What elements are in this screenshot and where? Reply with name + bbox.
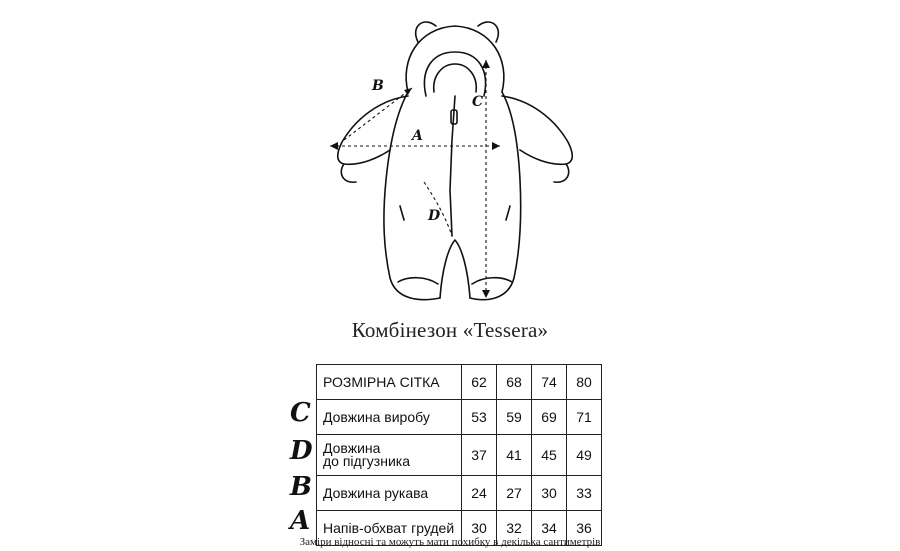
product-title: Комбінезон «Tessera»	[351, 318, 549, 342]
row-letter-d: D	[290, 436, 313, 466]
table-cell: 36	[567, 511, 602, 546]
table-cell: 59	[497, 400, 532, 435]
table-cell: 37	[462, 435, 497, 476]
diagram-label-b: B	[372, 78, 384, 94]
row-letter-c: C	[290, 398, 311, 428]
diagram-label-c: C	[472, 94, 484, 110]
right-foot	[472, 278, 512, 284]
table-cell: 69	[532, 400, 567, 435]
table-header-label: РОЗМІРНА СІТКА	[317, 365, 462, 400]
table-cell: 33	[567, 476, 602, 511]
table-cell: 30	[532, 476, 567, 511]
size-80: 80	[567, 365, 602, 400]
table-cell: 53	[462, 400, 497, 435]
left-cuff	[341, 164, 356, 182]
footnote: Заміри відносні та можуть мати похибку в декілька сантиметрів	[299, 536, 601, 548]
row-letter-a: A	[290, 506, 311, 536]
table-row	[317, 435, 602, 476]
row-label-crotch-length	[317, 435, 462, 476]
row-label-line2: до підгузника	[323, 453, 411, 469]
row-label-half-chest: Напів-обхват грудей	[317, 511, 462, 546]
left-sleeve	[338, 96, 408, 164]
table-cell: 49	[567, 435, 602, 476]
table-cell: 34	[532, 511, 567, 546]
table-cell: 41	[497, 435, 532, 476]
face-opening	[434, 64, 477, 92]
diagram-label-d: D	[428, 208, 441, 224]
size-68: 68	[497, 365, 532, 400]
size-table	[316, 364, 602, 546]
table-cell: 24	[462, 476, 497, 511]
row-label-line1: Довжина	[323, 440, 381, 456]
hood-outer	[406, 26, 504, 92]
table-cell: 27	[497, 476, 532, 511]
diagram-label-a: A	[412, 128, 423, 144]
table-cell: 32	[497, 511, 532, 546]
size-62: 62	[462, 365, 497, 400]
size-74: 74	[532, 365, 567, 400]
row-label-product-length: Довжина виробу	[317, 400, 462, 435]
table-header-row	[317, 365, 602, 400]
row-label-sleeve-length: Довжина рукава	[317, 476, 462, 511]
right-sleeve	[502, 96, 572, 164]
body-right	[470, 92, 521, 300]
measure-b-line	[344, 88, 412, 140]
table-cell: 45	[532, 435, 567, 476]
row-letter-b: B	[290, 472, 312, 502]
right-cuff	[554, 164, 569, 182]
crotch	[440, 240, 470, 298]
left-foot	[398, 278, 438, 284]
body-left	[384, 92, 440, 300]
table-row	[317, 400, 602, 435]
table-row	[317, 476, 602, 511]
table-cell: 30	[462, 511, 497, 546]
table-cell: 71	[567, 400, 602, 435]
